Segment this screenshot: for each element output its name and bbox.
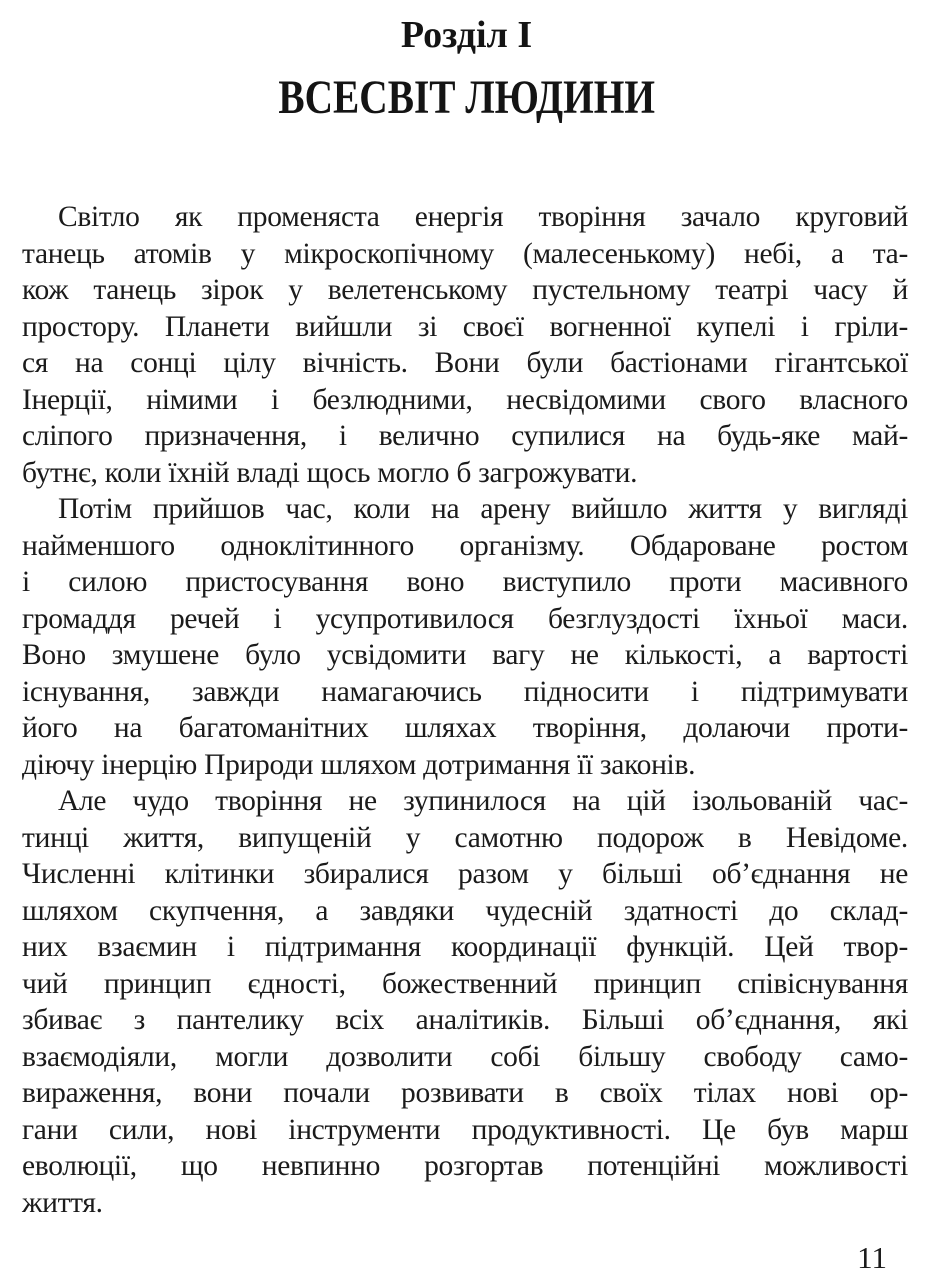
text-line: і силою пристосування воно виступило проти масивного: [22, 566, 908, 598]
text-line: простору. Планети вийшли зі своєї вогненної купелі і гріли-: [22, 310, 908, 343]
text-line: шляхом скупчення, а завдяки чудесній здатності до склад-: [22, 894, 908, 927]
text-line: еволюції, що невпинно розгортав потенційні можливості: [22, 1150, 908, 1182]
text-line: громаддя речей і усупротивилося безглуздості їхньої маси.: [22, 602, 908, 635]
text-line: тинці життя, випущеній у самотню подорож в Невідоме.: [22, 821, 908, 854]
text-line: Світло як променяста енергія творіння зачало круговий: [58, 201, 908, 233]
paragraph: [22, 783, 908, 1221]
text-line: його на багатоманітних шляхах творіння, долаючи проти-: [22, 712, 908, 744]
text-line: танець атомів у мікроскопічному (малесенькому) небі, а та-: [22, 237, 908, 270]
paragraph: [22, 491, 908, 783]
text-line: існування, завжди намагаючись підносити і підтримувати: [22, 675, 908, 708]
text-line: найменшого одноклітинного організму. Обдароване ростом: [22, 529, 908, 562]
text-line: них взаємин і підтримання координації функцій. Цей твор-: [22, 931, 908, 963]
text-line: Потім прийшов час, коли на арену вийшло життя у вигляді: [58, 493, 908, 525]
text-line: кож танець зірок у велетенському пустельному театрі часу й: [22, 274, 908, 306]
text-line: взаємодіяли, могли дозволити собі більшу свободу само-: [22, 1040, 908, 1073]
chapter-title: ВСЕСВІТ ЛЮДИНИ: [278, 71, 655, 124]
text-line: Інерції, німими і безлюдними, несвідомими свого власного: [22, 383, 908, 416]
body-text: [22, 199, 908, 1221]
page-headings: [0, 0, 933, 125]
text-line: Але чудо творіння не зупинилося на цій ізольованій час-: [58, 785, 908, 817]
text-line: життя.: [22, 1186, 103, 1219]
text-line: гани сили, нові інструменти продуктивності. Це був марш: [22, 1113, 908, 1146]
paragraph: [22, 199, 908, 491]
text-line: ся на сонці цілу вічність. Вони були бастіонами гігантської: [22, 347, 908, 379]
text-line: діючу інерцію Природи шляхом дотримання її законів.: [22, 748, 696, 781]
text-line: Численні клітинки збиралися разом у більші об’єднання не: [22, 858, 908, 890]
text-line: чий принцип єдності, божественний принцип співіснування: [22, 967, 908, 1000]
text-line: бутнє, коли їхній владі щось могло б загрожувати.: [22, 456, 638, 489]
text-line: вираження, вони почали розвивати в своїх тілах нові ор-: [22, 1077, 908, 1109]
page-number: 11: [857, 1240, 887, 1275]
text-line: збиває з пантелику всіх аналітиків. Більші об’єднання, які: [22, 1004, 908, 1036]
text-line: Воно змушене було усвідомити вагу не кількості, а вартості: [22, 639, 908, 671]
text-line: сліпого призначення, і велично супилися на будь-яке май-: [22, 420, 908, 452]
chapter-label: Розділ I: [400, 14, 533, 56]
